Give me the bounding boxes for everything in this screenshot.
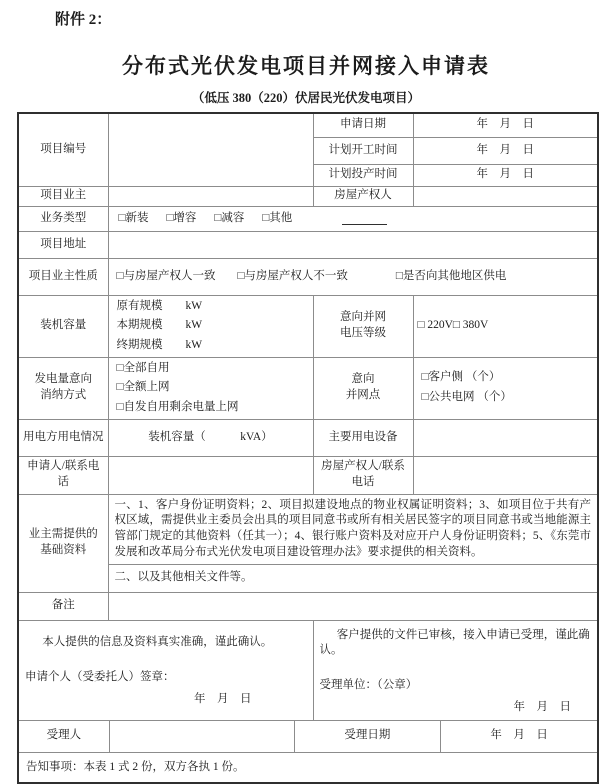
plan-production-value: 年 月 日 [413,164,598,186]
business-type-label: 业务类型 [18,206,108,231]
accept-date-label: 受理日期 [294,721,441,752]
apply-date-label: 申请日期 [313,113,413,137]
accept-date-value: 年 月 日 [440,721,597,752]
usage-capacity-cell: 装机容量（ kVA） [108,419,313,456]
house-owner-phone-value-cell [413,456,598,494]
materials-label [18,494,108,592]
house-owner-label: 房屋产权人 [313,186,413,206]
attachment-label: 附件 2： [55,12,112,28]
row-materials-1 [18,494,598,564]
final-scale-line: 终期规模 kW [116,338,203,351]
row-project-address [18,231,598,258]
materials-label-line1: 业主需提供的 [28,528,98,541]
form-subtitle: （低压 380（220）伏居民光伏发电项目） [191,91,421,105]
row-installed-capacity [18,295,598,357]
row-notice [18,752,598,783]
checkbox-same-as-house-owner: □与房屋产权人一致 [116,269,216,282]
plan-start-label: 计划开工时间 [313,137,413,164]
acceptance-confirm-text: 客户提供的文件已审核，接入申请已受理，谨此确认。 [319,628,590,657]
acceptance-unit-block [313,620,598,720]
applicant-label: 申请人/联系电话 [18,456,108,494]
applicant-value-cell [108,456,313,494]
project-owner-value-cell [108,186,313,206]
checkbox-all-self-use: □全部自用 [116,361,170,374]
form-title: 分布式光伏发电项目并网接入申请表 [122,55,490,78]
row-business-type [18,206,598,231]
materials-item2: 二、以及其他相关文件等。 [108,564,598,592]
project-owner-label: 项目业主 [18,186,108,206]
row-apply-date [18,113,598,137]
acceptance-unit-caption: 受理单位：（公章） [319,678,418,691]
remarks-value-cell [108,592,598,620]
business-type-options-cell [108,206,598,231]
connection-label-line1: 意向 [351,373,375,386]
checkbox-new-install: □新装 [118,211,149,224]
checkbox-all-grid: □全额上网 [116,381,170,394]
other-fill-blank [342,212,387,225]
consumption-label-line1: 发电量意向 [34,373,92,386]
checkbox-customer-side: □客户侧 （个） [421,371,501,384]
usage-label: 用电方用电情况 [18,419,108,456]
notice-text: 告知事项：本表 1 式 2 份，双方各执 1 份。 [18,752,598,783]
owner-nature-label: 项目业主性质 [18,258,108,295]
current-scale-line: 本期规模 kW [116,319,203,332]
voltage-level-label [313,295,413,357]
voltage-options-cell: □ 220V□ 380V [413,295,598,357]
capacity-label: 装机容量 [18,295,108,357]
checkbox-not-same-as-house-owner: □与房屋产权人不一致 [237,269,348,282]
plan-start-value: 年 月 日 [413,137,598,164]
checkbox-capacity-decrease: □减容 [214,211,245,224]
consumption-options-cell [108,357,313,419]
equipment-label: 主要用电设备 [313,419,413,456]
voltage-label-line2: 电压等级 [340,327,386,339]
project-address-label: 项目地址 [18,231,108,258]
house-owner-value-cell [413,186,598,206]
acceptor-value-cell [109,721,294,752]
applicant-signature-block [18,620,313,720]
consumption-mode-label [18,357,108,419]
row-remarks [18,592,598,620]
plan-production-label: 计划投产时间 [313,164,413,186]
project-number-label: 项目编号 [18,113,108,186]
acceptor-row-cell [18,720,598,752]
connection-point-options-cell [413,357,598,419]
checkbox-capacity-increase: □增容 [166,211,197,224]
voltage-label-line1: 意向并网 [340,311,386,324]
row-consumption-mode [18,357,598,419]
materials-item1: 一、1、客户身份证明资料；2、项目拟建设地点的物业权属证明资料；3、如项目位于共有产权区域，需提供业主委员会出具的项目同意书或所有相关居民签字的项目同意书或当地能源主管部门规定的其他资料（任其一）；4、银行账户资料及对应开户人身份证明资料；5、《东莞市发展和改革局分布式光伏发电项目建设管理办法》要求提供的相关资料。 [108,494,598,564]
project-address-value-cell [108,231,598,258]
acceptance-unit-date: 年 月 日 [513,701,571,714]
house-owner-phone-label: 房屋产权人/联系电话 [313,456,413,494]
consumption-label-line2: 消纳方式 [40,389,87,401]
capacity-scale-cell [108,295,313,357]
applicant-signature-caption: 申请个人（受委托人）签章： [25,670,175,683]
acceptor-label: 受理人 [46,729,82,742]
connection-label-line2: 并网点 [345,389,381,401]
project-number-value-cell [108,113,313,186]
remarks-label: 备注 [18,592,108,620]
checkbox-other: □其他 [262,211,293,224]
checkbox-self-use-surplus-grid: □自发自用剩余电量上网 [116,400,239,413]
row-owner-nature [18,258,598,295]
equipment-value-cell [413,419,598,456]
checkbox-public-grid: □公共电网 （个） [421,391,512,403]
row-power-usage [18,419,598,456]
materials-label-line2: 基础资料 [40,544,87,556]
row-owner [18,186,598,206]
connection-point-label [313,357,413,419]
row-applicant-phone [18,456,598,494]
row-acceptor [18,720,598,752]
applicant-confirm-text: 本人提供的信息及资料真实准确，谨此确认。 [42,636,273,649]
apply-date-value: 年 月 日 [413,113,598,137]
checkbox-supply-other-regions: □是否向其他地区供电 [395,269,507,282]
applicant-signature-date: 年 月 日 [194,693,252,706]
application-form-table [17,112,599,784]
original-scale-line: 原有规模 kW [116,299,203,312]
owner-nature-options-cell [108,258,598,295]
row-signatures [18,620,598,720]
